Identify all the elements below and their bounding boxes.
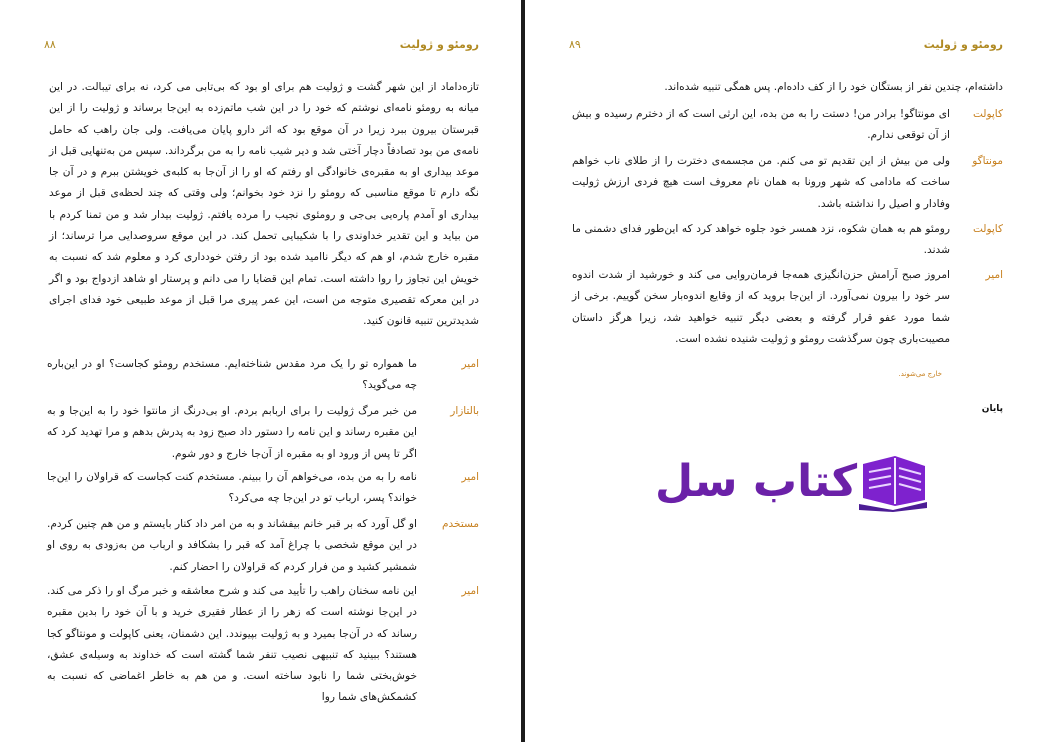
speech-text: ما همواره تو را یک مرد مقدس شناخته‌ایم. مستخدم رومئو کجاست؟ او در این‌باره چه می‌گوید؟ — [47, 358, 417, 392]
speaker-name: امیر — [461, 585, 479, 597]
speech-block — [0, 354, 521, 398]
end-mark: پایان — [981, 404, 1003, 414]
speech-text: ولی من بیش از این تقدیم تو می کنم. من مجسمه‌ی دخترت را از طلای ناب خواهم ساخت که مادامی که شهر ورونا به همان نام معروف است هیچ فردی ارزش ژولیت وفادار و اصیل را نداشته باشد. — [572, 155, 950, 210]
speech-block — [0, 401, 521, 465]
book-stack-icon — [853, 454, 931, 512]
speaker-name: امیر — [985, 269, 1003, 281]
speaker-name: کاپولت — [972, 108, 1003, 120]
speech-text: او گل آورد که بر قبر خانم بیفشاند و به من امر داد کنار بایستم و من هم چنین کردم. در این موقع شخصی با چراغ آمد که قبر را بشکافد و ارباب من به‌زودی به روی او شمشیر کشید و من فرار کردم که قراولان را احضار کنم. — [47, 518, 417, 573]
running-header-title: رومئو و ژولیت — [399, 38, 479, 51]
intro-paragraph: تازه‌داماد از این شهر گشت و ژولیت هم برای او بود که بی‌تابی می کرد، نه برای تیبالت. در این میانه به رومئو نامه‌ای نوشتم که خود را در این شب ماتم‌زده به این‌جا برساند و ژولیت را از این قبرستان بیرون ببرد زیرا در آن موقع بود که اثر دارو پایان می‌یافت. ولی جان راهب که حامل نامه‌ی من بود تصادفاً دچار آختی شد و دیر شیب نامه را به من برگرداند. سپس من به‌تنهایی قبل از موعد بیداری او به مقبره‌ی خانوادگی او رفتم که او را از آن‌جا به کلبه‌ی خویشتن ببرم و در آن جا نگه دارم تا موقع مناسبی که رومئو را نزد خود بخوانم؛ ولی وقتی که چند لحظه‌ی قبل از موعد بیداری او آمدم پاره‌یی بی‌جی و رومئوی نجیب را مرده یافتم. ژولیت بیدار شد و من تمنا کردم با من بیاید و این تقدیر خداوندی را با شکیبایی تحمل کند. در این موقع سروصدایی مرا ترساند؛ از مقبره خارج شدم، او هم که دیگر ناامید شده بود از رفتن خودداری کرد و معلوم شد که نسبت به خویش این تجاوز را روا داشته است. تمام این قضایا را می دانم و پرستار او شاهد ازدواج بود و اگر در این معرکه تقصیری متوجه من است، این عمر پیری مرا قبل از موعد طبیعی خود فدای اجرای شدیدترین تنبیه قانون کنید. — [49, 81, 479, 328]
speech-block — [0, 514, 521, 578]
page-88 — [0, 0, 521, 742]
speaker-name: امیر — [461, 358, 479, 370]
running-header-title: رومئو و ژولیت — [923, 38, 1003, 51]
page-89 — [525, 0, 1047, 742]
speech-text: من خبر مرگ ژولیت را برای اربابم بردم. او بی‌درنگ از مانتوا خود را به این‌جا و به این مقبره رساند و این نامه را دستور داد صبح زود به پدرش بدهم و مرا تهدید کرد که اگر تا پس از ورود او به مقبره از آن‌جا خارج و دور شوم. — [47, 405, 417, 460]
page-number: ۸۹ — [569, 38, 581, 51]
page-number: ۸۸ — [44, 38, 56, 51]
logo-wordmark: کتاب سل — [655, 456, 858, 507]
intro-line: داشته‌ام، چندین نفر از بستگان خود را از کف داده‌ام. پس همگی تنبیه شده‌اند. — [664, 81, 1003, 93]
speech-text: این نامه سخنان راهب را تأیید می کند و شرح معاشقه و خبر مرگ او را ذکر می کند. در این‌جا نوشته است که زهر را از عطار فقیری خرید و با آن خود را بدین مقبره رساند که در آن‌جا بمیرد و به ژولیت بپیوندد. این دشمنان، یعنی کاپولت و مونتاگو کجا هستند؟ ببینید که تنبیهی نصیب تنفر شما گشته است که خداوند به وسیله‌ی عشق، خوش‌بختی شما را نابود ساخته است. و من هم به خاطر اغماضی که نسبت به کشمکش‌های شما روا — [47, 585, 417, 704]
speech-block — [525, 104, 1047, 148]
publisher-logo — [655, 452, 930, 514]
speaker-name: مونتاگو — [972, 155, 1003, 167]
speech-text: امروز صبح آرامش حزن‌انگیزی همه‌جا فرمان‌روایی می کند و خورشید از شدت اندوه سر خود را بیرون نمی‌آورد. از این‌جا بروید که از وقایع اندوه‌بار سخن گوییم. برخی از شما مورد عفو قرار گرفته و بعضی دیگر تنبیه خواهید شد، زیرا هرگز داستان مصیبت‌باری چون سرگذشت رومئو و ژولیت شنیده نشده است. — [572, 269, 950, 345]
speaker-name: کاپولت — [972, 223, 1003, 235]
speaker-name: مستخدم — [442, 518, 479, 530]
speaker-name: امیر — [461, 471, 479, 483]
speech-block — [525, 219, 1047, 263]
speech-text: ای مونتاگو! برادر من! دستت را به من بده، این ارثی است که از دخترم رسیده و بیش از آن توقعی ندارم. — [572, 108, 950, 142]
speaker-name: بالتازار — [450, 405, 479, 417]
speech-block — [0, 581, 521, 704]
stage-direction: خارج می‌شوند. — [898, 370, 942, 378]
speech-text: نامه را به من بده، می‌خواهم آن را ببینم. مستخدم کنت کجاست که قراولان را این‌جا خواند؟ پسر، ارباب تو در این‌جا چه می‌کرد؟ — [47, 471, 417, 505]
speech-block — [0, 467, 521, 511]
speech-block — [525, 151, 1047, 215]
speech-text: رومئو هم به همان شکوه، نزد همسر خود جلوه خواهد کرد که این‌طور فدای دشمنی ما شدند. — [572, 223, 950, 257]
speech-block — [525, 265, 1047, 353]
